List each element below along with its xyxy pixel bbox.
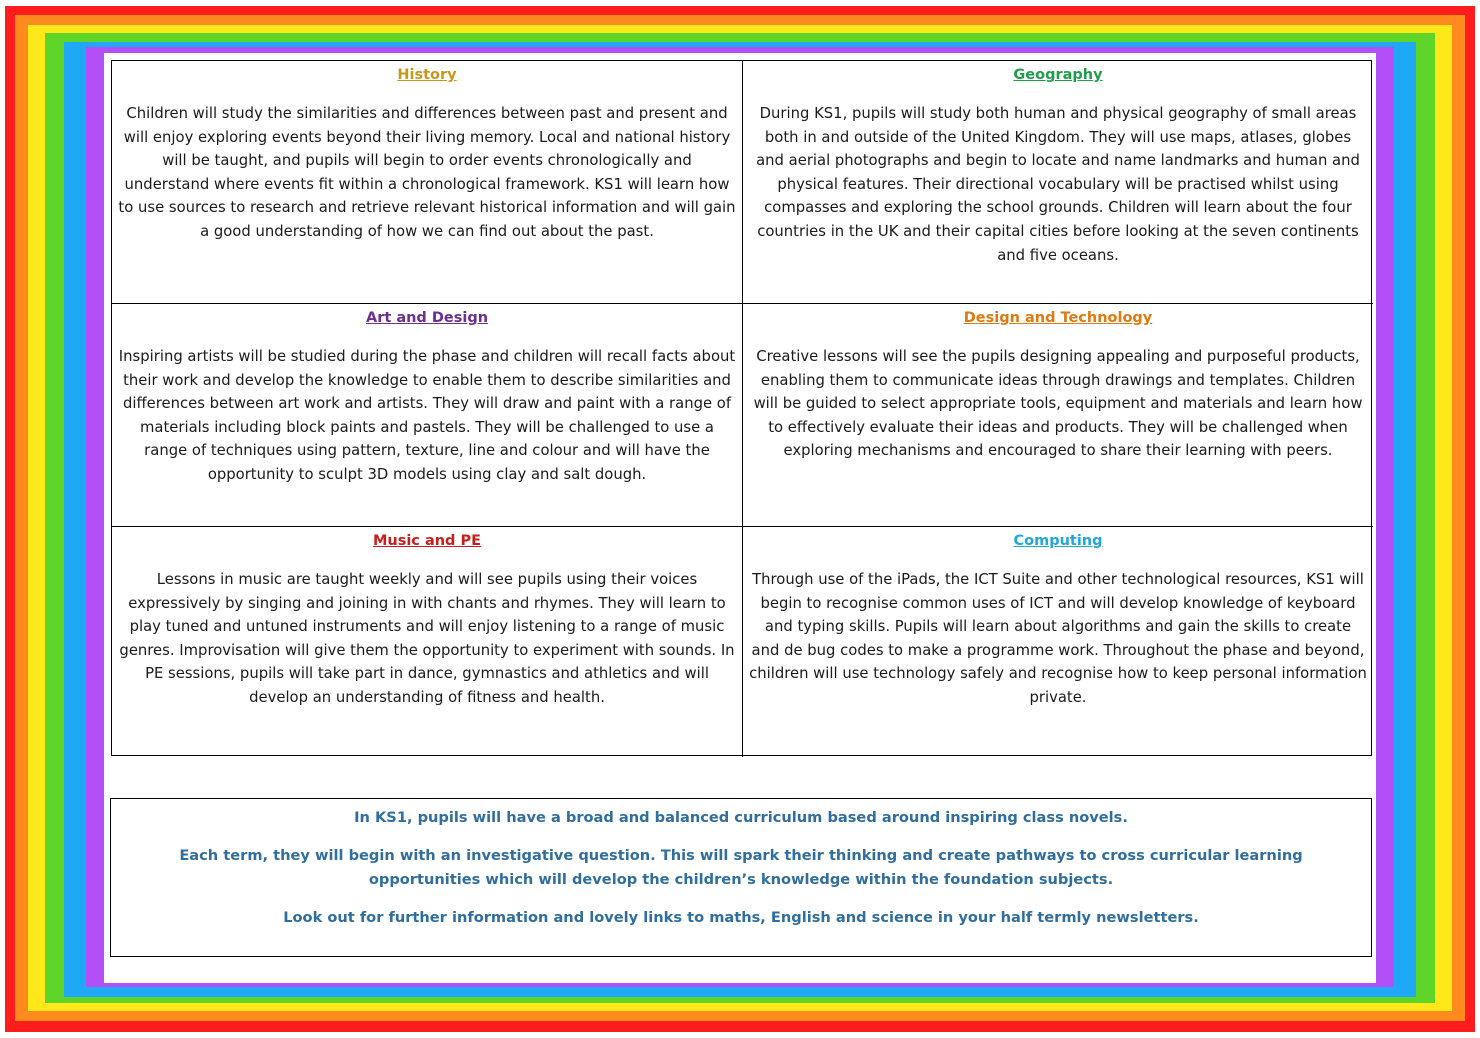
geography-text: During KS1, pupils will study both human and physical geography of small areas both in and outside of the United Kingdom. They will use maps, atlases, globes and aerial photographs and begin to locate and name landmarks and human and physical features. Their directional vocabulary will be practised whilst using compasses and exploring the school grounds. Children will learn about the four countries in the UK and their capital cities before looking at the seven continents and five oceans. <box>756 105 1360 264</box>
computing-text: Through use of the iPads, the ICT Suite and other technological resources, KS1 will begin to recognise common uses of ICT and will develop knowledge of keyboard and typing skills. Pupils will learn about algorithms and gain the skills to create and de bug codes to make a programme work. Throughout the phase and beyond, children will use technology safely and recognise how to keep personal information private. <box>749 571 1367 706</box>
summary-box <box>110 798 1372 957</box>
history-cell <box>112 61 743 304</box>
geography-cell <box>743 61 1373 304</box>
music-and-pe-text: Lessons in music are taught weekly and will see pupils using their voices expressively by singing and joining in with chants and rhymes. They will learn to play tuned and untuned instruments and will enjoy listening to a range of music genres. Improvisation will give them the opportunity to experiment with sounds. In PE sessions, pupils will take part in dance, gymnastics and athletics and will develop an understanding of fitness and health. <box>119 571 735 706</box>
design-and-technology-title: Design and Technology <box>963 310 1153 326</box>
design-and-technology-cell <box>743 304 1373 527</box>
summary-line-1: In KS1, pupils will have a broad and balanced curriculum based around inspiring class novels. <box>354 809 1128 826</box>
music-and-pe-title: Music and PE <box>372 533 482 549</box>
history-title: History <box>397 67 457 83</box>
art-and-design-title: Art and Design <box>365 310 489 326</box>
computing-title: Computing <box>1013 533 1103 549</box>
computing-cell <box>743 527 1373 757</box>
art-and-design-cell <box>112 304 743 527</box>
geography-title: Geography <box>1013 67 1103 83</box>
history-text: Children will study the similarities and differences between past and present and will enjoy exploring events beyond their living memory. Local and national history will be taught, and pupils will begin to order events chronologically and understand where events fit within a chronological framework. KS1 will learn how to use sources to research and retrieve relevant historical information and will gain a good understanding of how we can find out about the past. <box>118 105 736 240</box>
art-and-design-text: Inspiring artists will be studied during the phase and children will recall facts about their work and develop the knowledge to enable them to describe similarities and differences between art work and artists. They will draw and paint with a range of materials including block paints and pastels. They will be challenged to use a range of techniques using pattern, texture, line and colour and will have the opportunity to sculpt 3D models using clay and salt dough. <box>118 348 736 483</box>
subjects-table <box>111 60 1372 756</box>
design-and-technology-text: Creative lessons will see the pupils designing appealing and purposeful products, enabling them to communicate ideas through drawings and templates. Children will be guided to select appropriate tools, equipment and materials and learn how to effectively evaluate their ideas and products. They will be challenged when exploring mechanisms and encouraged to share their learning with peers. <box>753 348 1363 460</box>
music-and-pe-cell <box>112 527 743 757</box>
summary-line-3: Look out for further information and lovely links to maths, English and science in your half termly newsletters. <box>283 909 1199 926</box>
summary-line-2: Each term, they will begin with an investigative question. This will spark their thinking and create pathways to cross curricular learning opportunities which will develop the children’s knowledge within the foundation subjects. <box>179 847 1303 888</box>
